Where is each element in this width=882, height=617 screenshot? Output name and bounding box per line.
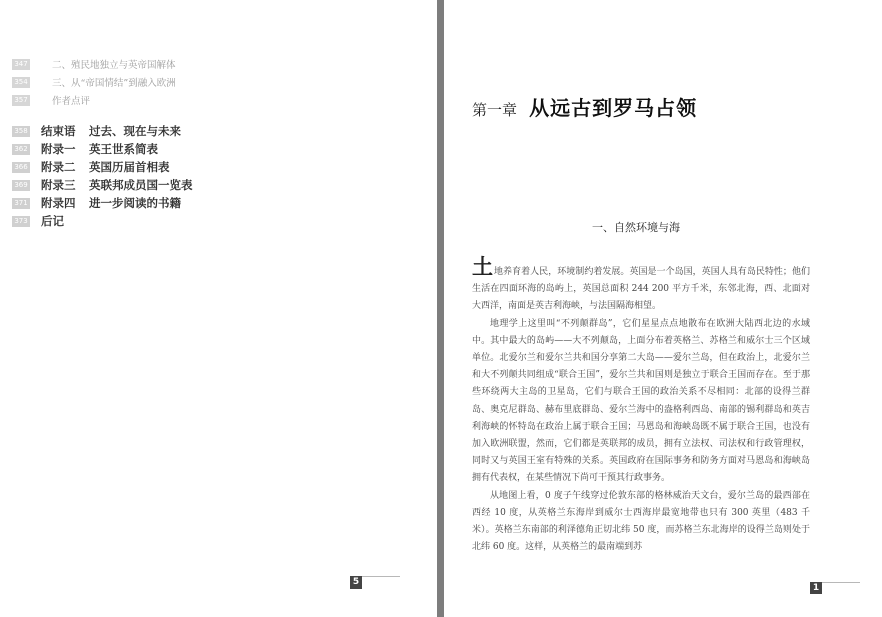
book-spine-divider	[437, 0, 444, 617]
toc-label: 附录二	[41, 160, 76, 174]
toc-label: 附录一	[41, 142, 76, 156]
paragraph: 地理学上这里叫“不列颠群岛”，它们星星点点地散布在欧洲大陆西北边的水域中。其中最大的岛屿——大不列颠岛，上面分布着英格兰、苏格兰和威尔士三个区域单位。北爱尔兰和爱尔兰共和国分享第二大岛——爱尔兰岛，但在政治上，北爱尔兰和大不列颠共同组成“联合王国”，爱尔兰共和国则是独立于联合王国而存在。至于那些环绕两大主岛的卫星岛，它们与联合王国的政治关系不尽相同：北部的设得兰群岛、奥克尼群岛、赫布里底群岛、爱尔兰海中的盎格利西岛、南部的锡利群岛和英吉利海峡的怀特岛在政治上属于联合王国；马恩岛和海峡岛既不属于联合王国，也没有加入欧洲联盟，然而，它们都是英联邦的成员，拥有立法权、司法权和行政管理权，同时又与英国王室有特殊的关系。英国政府在国际事务和防务方面对马恩岛和海峡岛拥有代表权，在某些情况下尚可干预其行政事务。	[472, 318, 810, 484]
toc-sub-item[interactable]	[12, 55, 412, 73]
toc-page-number: 354	[12, 77, 30, 88]
toc-title: 作者点评	[52, 96, 91, 107]
toc-page-number: 373	[12, 216, 30, 227]
toc-main-list	[12, 122, 412, 230]
toc-label: 后记	[41, 214, 64, 228]
toc-title: 英王世系简表	[89, 142, 158, 156]
toc-title: 三、从“帝国情结”到融入欧洲	[52, 78, 176, 89]
toc-title: 进一步阅读的书籍	[89, 196, 181, 210]
toc-title: 过去、现在与未来	[89, 124, 181, 138]
toc-sub-item[interactable]	[12, 73, 412, 91]
chapter-number: 第一章	[472, 101, 518, 119]
toc-main-item[interactable]	[12, 122, 412, 140]
page-number-right: 1	[810, 582, 822, 594]
toc-page-number: 369	[12, 180, 30, 191]
toc-title: 二、殖民地独立与英帝国解体	[52, 60, 176, 71]
chapter-title: 从远古到罗马占领	[529, 96, 698, 120]
left-page	[0, 0, 437, 617]
toc-main-item[interactable]	[12, 176, 412, 194]
section-title: 一、自然环境与海	[592, 221, 680, 234]
paragraph	[472, 254, 810, 316]
toc-page-number: 358	[12, 126, 30, 137]
body-text	[472, 254, 810, 556]
toc-page-number: 357	[12, 95, 30, 106]
toc-label: 附录三	[41, 178, 76, 192]
toc-title: 英联邦成员国一览表	[89, 178, 193, 192]
page-number-left: 5	[350, 576, 362, 589]
toc-page-number: 347	[12, 59, 30, 70]
toc-main-item[interactable]	[12, 140, 412, 158]
toc-page-number: 366	[12, 162, 30, 173]
toc-label: 附录四	[41, 196, 76, 210]
toc-main-item[interactable]	[12, 212, 412, 230]
toc-page-number: 362	[12, 144, 30, 155]
right-page	[444, 0, 882, 617]
toc-title: 英国历届首相表	[89, 160, 170, 174]
toc-main-item[interactable]	[12, 194, 412, 212]
toc-sub-list	[12, 55, 412, 109]
toc-label: 结束语	[41, 124, 76, 138]
drop-cap: 土	[472, 254, 494, 279]
toc-page-number: 371	[12, 198, 30, 209]
toc-sub-item[interactable]	[12, 91, 412, 109]
chapter-heading	[472, 92, 697, 121]
paragraph-text: 地养育着人民，环境制约着发展。英国是一个岛国，英国人具有岛民特性；他们生活在四面环海的岛屿上，英国总面积 244 200 平方千米，东邻北海，西、北面对大西洋，南面是英吉利海峡，与法国隔海相望。	[472, 267, 810, 312]
toc-main-item[interactable]	[12, 158, 412, 176]
paragraph: 从地图上看，0 度子午线穿过伦敦东部的格林威治天文台，爱尔兰岛的最西部在西经 10 度，从英格兰东海岸到威尔士西海岸最宽地带也只有 300 英里（483 千米）。英格兰东南部的利泽德角正切北纬 50 度，而苏格兰东北海岸的设得兰岛则处于北纬 60 度。这样，从英格兰的最南端到苏	[472, 490, 810, 553]
